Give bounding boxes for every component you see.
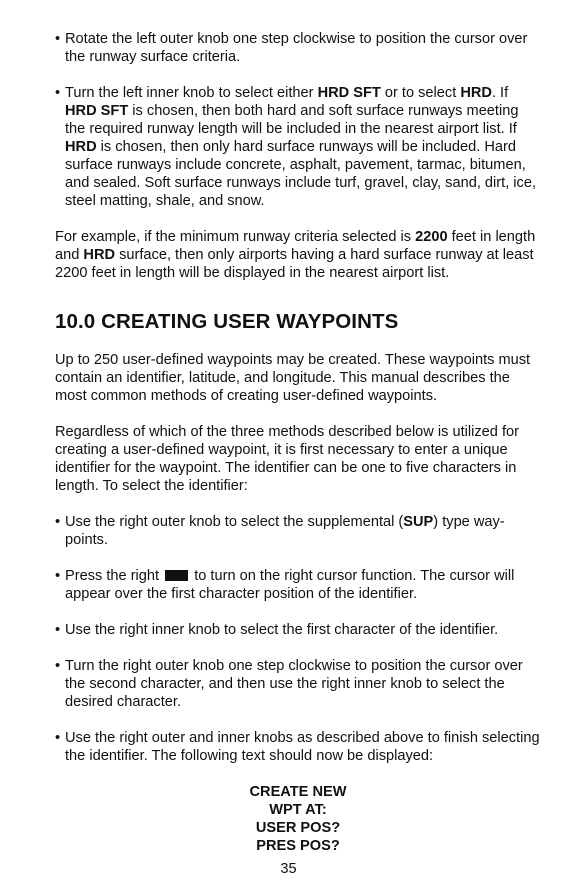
bullet-text: is chosen, then only hard surface runways will be included. Hard surface runways include concrete, asphalt, pavement, tarmac, bitumen, and sealed. Soft surface runways include turf, gravel, clay, sand, dirt, ice, steel matting, shale, and snow. (65, 139, 537, 209)
bullet-dot: • (55, 85, 61, 101)
bullet-dot: • (55, 568, 61, 584)
bullet-text: or to select (380, 85, 461, 101)
bullet-turn-left-inner-knob (55, 84, 541, 210)
bold-term: HRD SFT (65, 103, 129, 119)
identifier-paragraph: Regardless of which of the three methods described below is utilized for creating a user-defined waypoint, it is first necessary to enter a unique identifier for the waypoint. The identifier can be one to five characters in length. To select the identifier: (55, 424, 519, 494)
display-screen-text (55, 783, 541, 855)
bold-term: HRD (83, 247, 116, 263)
bullet-text: to turn on the right cursor function. The cursor will appear over the first character position of the identifier. (65, 568, 515, 602)
intro-paragraph: Up to 250 user-defined waypoints may be created. These waypoints must contain an identifier, latitude, and longitude. This manual describes the most common methods of creating user-defined waypoints. (55, 352, 531, 404)
bullet-text: Turn the right outer knob one step clockwise to position the cursor over the second character, and then use the right inner knob to select the desired character. (65, 658, 523, 710)
screen-line-wpt-at: WPT AT: (269, 802, 327, 818)
bullet-text: Rotate the left outer knob one step clockwise to position the cursor over the runway surface criteria. (65, 31, 528, 65)
bullet-text: Turn the left inner knob to select either (65, 85, 318, 101)
bullet-dot: • (55, 31, 61, 47)
screen-line-create-new: CREATE NEW (249, 784, 347, 800)
bullet-finish-identifier (55, 729, 541, 765)
bullet-select-sup-type (55, 513, 541, 549)
bullet-dot: • (55, 514, 61, 530)
bullet-select-first-character (55, 621, 541, 639)
manual-page (55, 30, 541, 855)
bullet-rotate-left-outer-knob (55, 30, 541, 66)
bold-term: SUP (403, 514, 434, 530)
bold-term: HRD (460, 85, 492, 101)
bullet-text: Use the right outer knob to select the supplemental ( (65, 514, 404, 530)
cursor-key-icon (165, 570, 188, 581)
bullet-text: Use the right inner knob to select the first character of the identifier. (65, 622, 499, 638)
bullet-text: ) type way-points. (65, 514, 505, 548)
bullet-dot: • (55, 730, 61, 746)
bullet-dot: • (55, 622, 61, 638)
section-heading: 10.0 CREATING USER WAYPOINTS (55, 310, 399, 333)
screen-line-user-pos: USER POS? (255, 820, 341, 836)
bold-term: HRD SFT (317, 85, 381, 101)
bullet-text: is chosen, then both hard and soft surface runways meeting the required runway length will be included in the nearest airport list. If (65, 103, 519, 137)
bullet-press-cursor-key (55, 567, 541, 603)
page-number: 35 (280, 861, 297, 877)
bullet-text: . If (491, 85, 509, 101)
bullet-text: Press the right (65, 568, 164, 584)
example-paragraph: For example, if the minimum runway criteria selected is 2200 feet in length and HRD surface, then only airports having a hard surface runway at least 2200 feet in length will be displayed in the nearest airport list. (55, 229, 536, 281)
screen-line-pres-pos: PRES POS? (256, 838, 340, 854)
bullet-dot: • (55, 658, 61, 674)
bullet-select-second-character (55, 657, 541, 711)
bold-term: HRD (65, 139, 97, 155)
bullet-text: Use the right outer and inner knobs as described above to finish selecting the identifier. The following text should now be displayed: (65, 730, 540, 764)
bold-term: 2200 (415, 229, 448, 245)
